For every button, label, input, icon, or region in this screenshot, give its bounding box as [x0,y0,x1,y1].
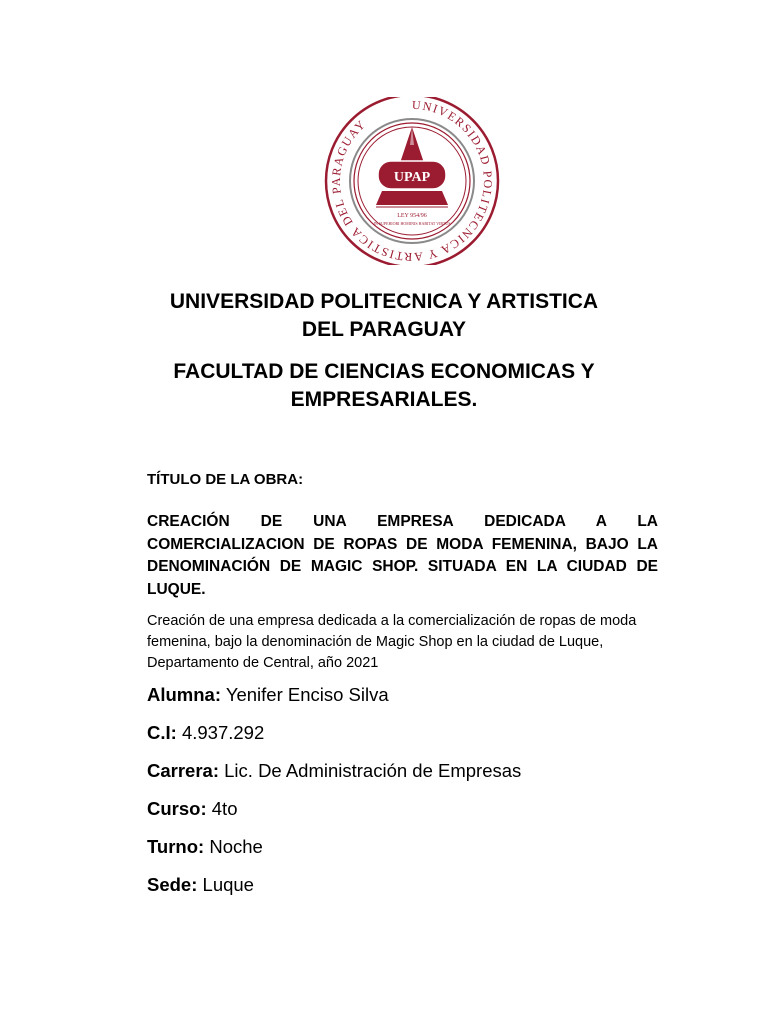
id-number: C.I: 4.937.292 [147,722,265,743]
course: Curso: 4to [147,798,238,819]
faculty-name: FACULTAD DE CIENCIAS ECONOMICAS Y EMPRESARIALES. [173,360,595,411]
campus: Sede: Luque [147,874,254,895]
seal-ring-text: UNIVERSIDAD POLITECNICA Y ARTISTICA DEL PARAGUAY [328,97,496,265]
seal-motto: IN SUPERIORI HOMINIS HABITAT VIRTUS [373,221,451,226]
university-name: UNIVERSIDAD POLITECNICA Y ARTISTICA DEL PARAGUAY [169,290,599,341]
shift: Turno: Noche [147,836,263,857]
career: Carrera: Lic. De Administración de Empresas [147,760,522,781]
student-name: Alumna: Yenifer Enciso Silva [147,684,389,705]
work-title: CREACIÓN DE UNA EMPRESA DEDICADA A LA COMERCIALIZACION DE ROPAS DE MODA FEMENINA, BAJO LA DENOMINACIÓN DE MAGIC SHOP. SITUADA EN LA CIUDAD DE LUQUE. [147,513,658,598]
seal-law: LEY 954/96 [397,213,427,219]
work-title-label: TÍTULO DE LA OBRA: [147,471,304,488]
work-subtitle: Creación de una empresa dedicada a la comercialización de ropas de moda femenina, bajo la denominación de Magic Shop en la ciudad de Luque, Departamento de Central, año 2021 [147,613,637,671]
university-seal-logo [318,97,506,265]
seal-badge: UPAP [393,170,431,185]
